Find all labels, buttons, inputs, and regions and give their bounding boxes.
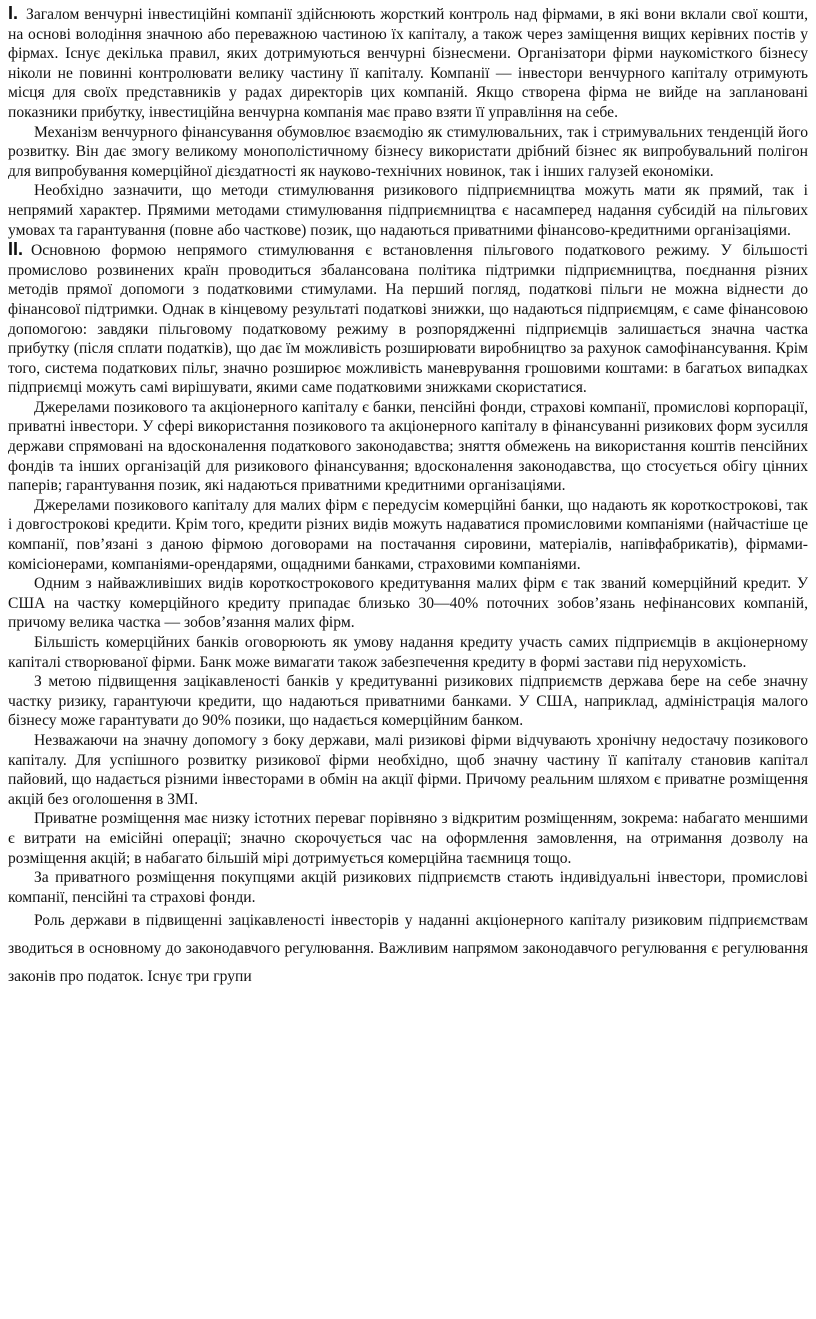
closing-paragraph: Роль держави в підвищенні зацікавленості інвесторів у наданні акціонерного капіталу ризиковим підприємствам зводиться в основному до законодавчого регулювання. Важливим напрямом законодавчого регулювання є регулювання законів про податок. Існує три групи bbox=[8, 912, 808, 986]
paragraph-text: Основною формою непрямого стимулювання є встановлення пільгового податкового режиму. У більшості промислово розвинених країн проводиться збалансована політика підтримки підприємництва, поєднання різних методів прямої допомоги з податковими стимулами. На перший погляд, податкові пільги не можна віднести до фінансової підтримки. Однак в кінцевому результаті податкові знижки, що надаються підприємцям, є саме фінансовою допомогою: завдяки пільговому податковому режиму в розпорядженні підприємців залишається значна частка прибутку (після сплати податків), що дає їм можливість розширювати виробництво за рахунок самофінансування. Крім того, система податкових пільг, значно розширює можливість маневрування грошовими коштами: в багатьох випадках підприємці можуть самі вирішувати, якими саме податковими знижками скористатися. bbox=[8, 242, 808, 397]
paragraph-text: Загалом венчурні інвестиційні компанії здійснюють жорсткий контроль над фірмами, в які вони вклали свої кошти, на основі володіння значною або переважною частиною їх капіталу, а також через заміщення вищих керівних постів у фірмах. Існує декілька правил, яких дотримуються венчурні бізнесмени. Організатори фірми наукомісткого бізнесу ніколи не повинні контролювати велику частину її капіталу. Компанії — інвестори венчурного капіталу отримують місця для своїх представників у радах директорів цих компаній. Якщо створена фірма не вийде на заплановані показники прибутку, інвестиційна венчурна компанія має право взяти її управління на себе. bbox=[8, 6, 808, 121]
paragraph: Незважаючи на значну допомогу з боку держави, малі ризикові фірми відчувають хронічну недостачу позикового капіталу. Для успішного розвитку ризикової фірми необхідно, щоб значну частину її капіталу становив капітал пайовий, що надається різними інвесторами в обмін на акції фірми. Причому реальним шляхом є приватне розміщення акцій без оголошення в ЗМІ. bbox=[8, 731, 808, 808]
paragraph: Приватне розміщення має низку істотних переваг порівняно з відкритим розміщенням, зокрема: набагато меншими є витрати на емісійні операції; значно скорочується час на оформлення замовлення, на отримання дозволу на розміщення акцій; в набагато більшій мірі дотримується комерційна таємниця тощо. bbox=[8, 810, 808, 867]
paragraph: За приватного розміщення покупцями акцій ризикових підприємств стають індивідуальні інвестори, промислові компанії, пенсійні та страхові фонди. bbox=[8, 869, 808, 906]
paragraph: Джерелами позикового та акціонерного капіталу є банки, пенсійні фонди, страхові компанії, промислові корпорації, приватні інвестори. У сфері використання позикового та акціонерного капіталу в фінансуванні ризикових форм зусилля держави спрямовані на вдосконалення податкового законодавства; зняття обмежень на використання коштів пенсійних фондів та інших організацій для ризикового фінансування; вдосконалення законодавства, що стосується обігу цінних паперів; гарантування позик, які надаються приватними кредитними організаціями. bbox=[8, 398, 808, 495]
paragraph: Механізм венчурного фінансування обумовлює взаємодію як стимулювальних, так і стримувальних тенденцій його розвитку. Він дає змогу великому монополістичному бізнесу використати дрібний бізнес як випробувальний полігон для випробування комерційної дієздатності як науково-технічних новинок, так і інших галузей економіки. bbox=[8, 123, 808, 180]
paragraph: Одним з найважливіших видів короткострокового кредитування малих фірм є так званий комерційний кредит. У США на частку комерційного кредиту припадає близько 30—40% поточних зобов’язань нефінансових компаній, причому велика частка — зобов’язання малих фірм. bbox=[8, 575, 808, 632]
paragraph: Необхідно зазначити, що методи стимулювання ризикового підприємництва можуть мати як прямий, так і непрямий характер. Прямими методами стимулювання підприємництва є насамперед надання субсидій на пільгових умовах та гарантування (повне або часткове) позик, що надаються приватними фінансово-кредитними організаціями. bbox=[8, 182, 808, 239]
section-marker: II. bbox=[8, 239, 24, 260]
paragraph: Більшість комерційних банків оговорюють як умову надання кредиту участь самих підприємців в акціонерному капіталі створюваної фірми. Банк може вимагати також забезпечення кредиту в формі застави під нерухомість. bbox=[8, 634, 808, 671]
paragraph bbox=[8, 4, 808, 123]
paragraph: Джерелами позикового капіталу для малих фірм є передусім комерційні банки, що надають як короткострокові, так і довгострокові кредити. Крім того, кредити різних видів можуть надаватися промисловими компаніями (найчастіше це компанії, пов’язані з даною фірмою договорами на постачання сировини, матеріалів, напівфабрикатів), фірмами-комісіонерами, компаніями-орендарями, ощадними банками, страховими компаніями. bbox=[8, 496, 808, 573]
section-marker: I. bbox=[8, 3, 19, 23]
paragraph bbox=[8, 240, 808, 398]
paragraph: З метою підвищення зацікавленості банків у кредитуванні ризикових підприємств держава бере на себе значну частку ризику, гарантуючи кредити, що надаються приватними банками. У США, наприклад, адміністрація малого бізнесу може гарантувати до 90% позики, що надається комерційним банком. bbox=[8, 673, 808, 730]
